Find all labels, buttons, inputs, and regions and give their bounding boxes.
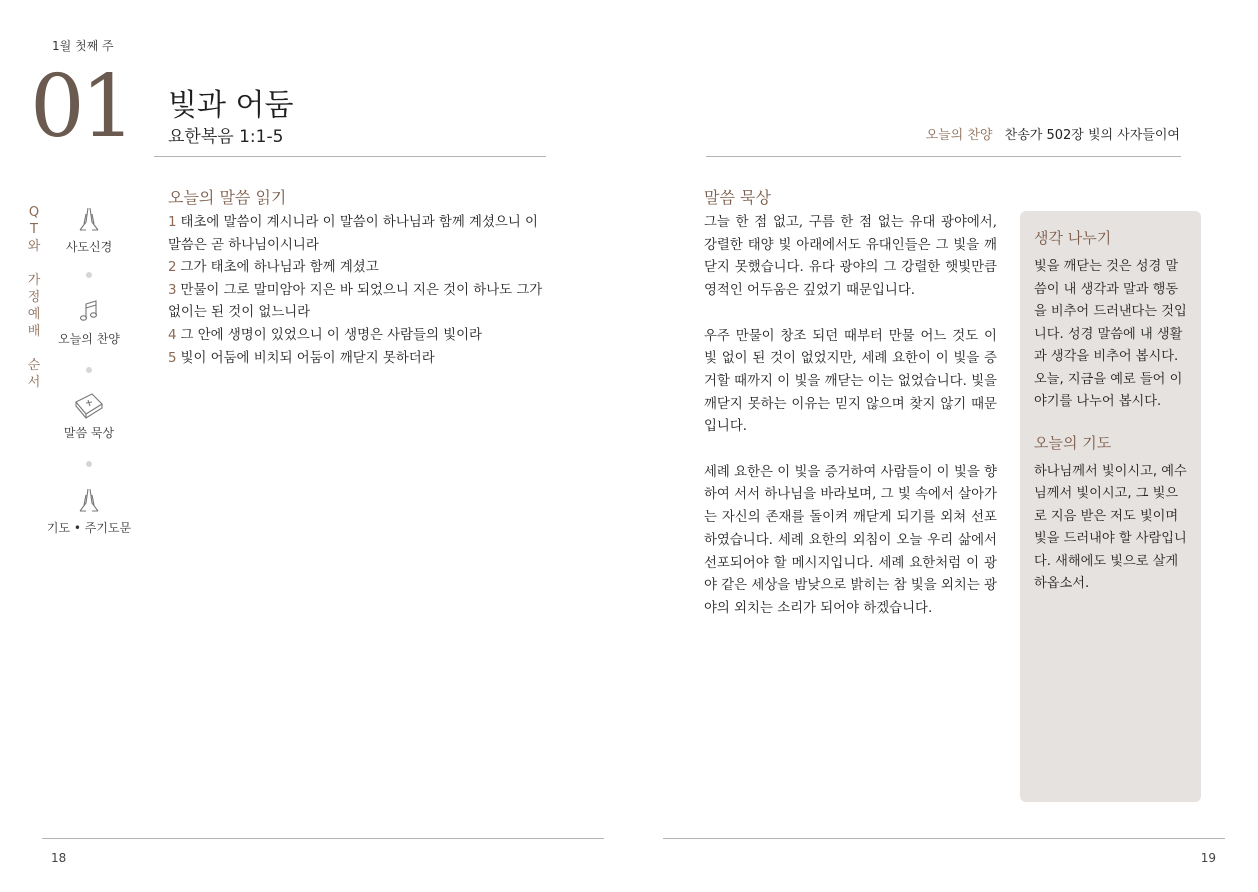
- vertical-title-char: [26, 340, 42, 357]
- verse-number: 4: [168, 327, 177, 343]
- verse-number: 3: [168, 282, 177, 298]
- nav-dot: [86, 272, 92, 278]
- nav-label: 사도신경: [65, 240, 113, 254]
- nav-item-hymn[interactable]: [44, 296, 134, 347]
- bible-icon: [72, 390, 106, 420]
- vertical-title-char: T: [30, 222, 38, 237]
- verse-text: 빛이 어둠에 비치되 어둠이 깨닫지 못하더라: [180, 350, 435, 366]
- scripture-reference: 요한복음 1:1-5: [168, 127, 284, 147]
- meditation-paragraph: 세례 요한은 이 빛을 증거하여 사람들이 이 빛을 향하여 서서 하나님을 바라보며, 그 빛 속에서 살아가는 자신의 존재를 돌이켜 깨닫게 되기를 외쳐 선포하였습니다. 세례 요한의 외침이 오늘 우리 삶에서 선포되어야 할 메시지입니다. 세례 요한처럼 이 광야 같은 세상을 밤낮으로 밝히는 참 빛을 외치는 광야의 외치는 소리가 되어야 하겠습니다.: [704, 464, 997, 616]
- day-number: 01: [30, 57, 132, 157]
- verse-text: 그가 태초에 하나님과 함께 계셨고: [180, 260, 379, 276]
- share-text: 빛을 깨닫는 것은 성경 말씀이 내 생각과 말과 행동을 비추어 드러낸다는 것입니다. 성경 말씀에 내 생활과 생각을 비추어 봅시다. 오늘, 지금을 예로 들어 이야기를 나누어 봅시다.: [1034, 259, 1187, 409]
- vertical-title-char: Q: [28, 205, 40, 220]
- prayer-text: 하나님께서 빛이시고, 예수님께서 빛이시고, 그 빛으로 지음 받은 저도 빛이며 빛을 드러내야 할 사람입니다. 새해에도 빛으로 살게 하옵소서.: [1034, 463, 1187, 591]
- hymn-value: 찬송가 502장 빛의 사자들이여: [1004, 128, 1180, 143]
- discussion-sidebar: [1020, 211, 1201, 802]
- footer-rule-right: [663, 838, 1225, 839]
- verse-text: 만물이 그로 말미암아 지은 바 되었으니 지은 것이 하나도 그가 없이는 된 것이 없느니라: [168, 282, 543, 321]
- verse: [168, 348, 554, 371]
- meditation-title: 말씀 묵상: [704, 188, 771, 207]
- reading-title: 오늘의 말씀 읽기: [168, 188, 287, 207]
- page-number-left: 18: [51, 851, 67, 865]
- verse: [168, 280, 554, 325]
- music-note-icon: [74, 296, 104, 326]
- verse-number: 1: [168, 215, 177, 230]
- nav-item-creed[interactable]: [44, 204, 134, 255]
- verse: [168, 325, 554, 348]
- meditation-paragraph: 그늘 한 점 없고, 구름 한 점 없는 유대 광야에서, 강렬한 태양 빛 아래에서도 유대인들은 그 빛을 깨닫지 못했습니다. 유다 광야의 그 강렬한 햇빛만큼 영적인 어두움은 깊었기 때문입니다.: [704, 215, 997, 299]
- vertical-title-char: 서: [27, 375, 41, 390]
- meditation-body: [704, 212, 997, 643]
- vertical-title-char: 예: [27, 307, 41, 322]
- hymn-label: 오늘의 찬양: [925, 128, 993, 143]
- verse: [168, 212, 554, 257]
- nav-item-prayer[interactable]: [44, 485, 134, 536]
- nav-dot: [86, 367, 92, 373]
- page-title: 빛과 어둠: [168, 88, 294, 123]
- verse-number: 2: [168, 260, 177, 276]
- verse-number: 5: [168, 350, 177, 366]
- verse-text: 그 안에 생명이 있었으니 이 생명은 사람들의 빛이라: [180, 327, 482, 343]
- vertical-title-char: 가: [27, 273, 41, 288]
- footer-rule-left: [42, 838, 604, 839]
- hymn-info: [926, 124, 1180, 143]
- nav-label: 오늘의 찬양: [58, 332, 120, 346]
- title-underline: [154, 156, 546, 157]
- nav-label: 기도 • 주기도문: [46, 521, 132, 535]
- nav-label: 말씀 묵상: [63, 426, 115, 440]
- nav-item-meditation[interactable]: [44, 390, 134, 441]
- verse-text: 태초에 말씀이 계시니라 이 말씀이 하나님과 함께 계셨으니 이 말씀은 곧 하나님이시니라: [168, 215, 538, 253]
- vertical-title-char: 배: [27, 324, 41, 339]
- vertical-title-char: 와: [27, 239, 41, 254]
- share-title: 생각 나누기: [1034, 229, 1112, 247]
- vertical-title-char: 순: [27, 358, 41, 373]
- praying-hands-icon: [74, 485, 104, 515]
- verses-block: [168, 212, 554, 370]
- meditation-paragraph: 우주 만물이 창조 되던 때부터 만물 어느 것도 이 빛 없이 된 것이 없었지만, 세례 요한이 이 빛을 증거할 때까지 이 빛을 깨닫는 이는 없었습니다. 빛을 깨닫지 못하는 이유는 믿지 않으며 찾지 않기 때문입니다.: [704, 328, 997, 435]
- nav-dot: [86, 461, 92, 467]
- vertical-section-title: [26, 204, 42, 391]
- prayer-title: 오늘의 기도: [1034, 433, 1112, 452]
- verse: [168, 257, 554, 280]
- vertical-title-char: [26, 255, 42, 272]
- praying-hands-icon: [74, 204, 104, 234]
- page-number-right: 19: [1200, 851, 1216, 865]
- hymn-underline: [706, 156, 1181, 157]
- week-label: 1월 첫째 주: [52, 39, 114, 53]
- vertical-title-char: 정: [27, 290, 41, 305]
